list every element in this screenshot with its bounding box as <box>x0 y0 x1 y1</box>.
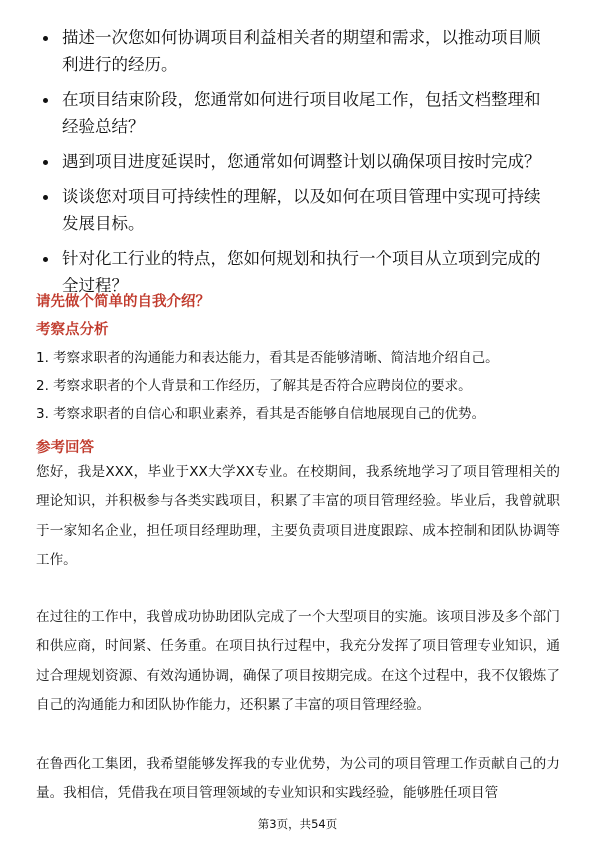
analysis-item: 2. 考察求职者的个人背景和工作经历，了解其是否符合应聘岗位的要求。 <box>36 378 472 394</box>
question-item <box>36 24 556 78</box>
question-text: 针对化工行业的特点，您如何规划和执行一个项目从立项到完成的全过程？ <box>62 249 541 295</box>
question-text: 在项目结束阶段，您通常如何进行项目收尾工作，包括文档整理和经验总结？ <box>62 90 541 136</box>
analysis-item: 1. 考察求职者的沟通能力和表达能力，看其是否能够清晰、简洁地介绍自己。 <box>36 350 499 366</box>
question-item <box>36 148 556 175</box>
question-text: 描述一次您如何协调项目利益相关者的期望和需求，以推动项目顺利进行的经历。 <box>62 28 541 74</box>
analysis-item: 3. 考察求职者的自信心和职业素养，看其是否能够自信地展现自己的优势。 <box>36 406 486 422</box>
question-text: 谈谈您对项目可持续性的理解，以及如何在项目管理中实现可持续发展目标。 <box>62 187 541 233</box>
answer-paragraph: 在鲁西化工集团，我希望能够发挥我的专业优势，为公司的项目管理工作贡献自己的力量。我相信，凭借我在项目管理领域的专业知识和实践经验，能够胜任项目管 <box>36 756 560 802</box>
analysis-title: 考察点分析 <box>36 322 109 338</box>
bullet-dot-icon <box>43 160 48 165</box>
bullet-dot-icon <box>43 257 48 262</box>
answer-title: 参考回答 <box>36 440 94 456</box>
question-item <box>36 245 556 299</box>
page-number: 第3页，共54页 <box>257 817 338 831</box>
question-item <box>36 86 556 140</box>
bullet-dot-icon <box>43 195 48 200</box>
bullet-dot-icon <box>43 98 48 103</box>
question-item <box>36 183 556 237</box>
section-heading: 请先做个简单的自我介绍？ <box>36 294 210 310</box>
answer-paragraph: 在过往的工作中，我曾成功协助团队完成了一个大型项目的实施。该项目涉及多个部门和供应商，时间紧、任务重。在项目执行过程中，我充分发挥了项目管理专业知识，通过合理规划资源、有效沟通协调，确保了项目按期完成。在这个过程中，我不仅锻炼了自己的沟通能力和团队协作能力，还积累了丰富的项目管理经验。 <box>36 609 560 713</box>
answer-paragraph: 您好，我是XXX，毕业于XX大学XX专业。在校期间，我系统地学习了项目管理相关的理论知识，并积极参与各类实践项目，积累了丰富的项目管理经验。毕业后，我曾就职于一家知名企业，担任项目经理助理，主要负责项目进度跟踪、成本控制和团队协调等工作。 <box>36 464 560 568</box>
question-text: 遇到项目进度延误时，您通常如何调整计划以确保项目按时完成？ <box>62 152 541 171</box>
question-list <box>36 24 556 307</box>
bullet-dot-icon <box>43 36 48 41</box>
